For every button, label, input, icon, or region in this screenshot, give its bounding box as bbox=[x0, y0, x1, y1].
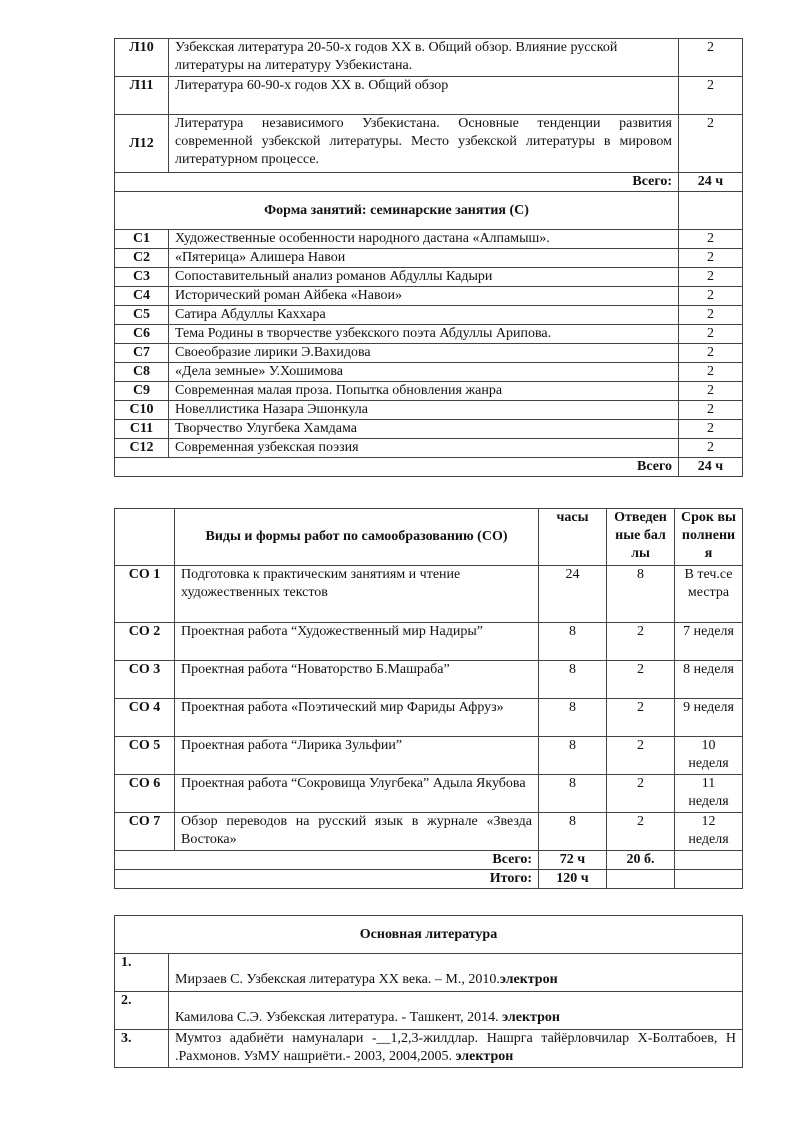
self-study-title: Проектная работа «Поэтический мир Фариды Афруз» bbox=[175, 699, 539, 737]
self-study-deadline: 12 неделя bbox=[675, 813, 743, 851]
self-study-header-points: Отведенные баллы bbox=[607, 509, 675, 566]
table-row bbox=[115, 1030, 743, 1068]
table-row bbox=[115, 363, 743, 382]
literature-number: 3. bbox=[115, 1030, 169, 1068]
self-study-code: СО 5 bbox=[115, 737, 175, 775]
lecture-seminar-table bbox=[114, 38, 743, 477]
lecture-code: Л11 bbox=[115, 77, 169, 115]
self-study-points: 2 bbox=[607, 623, 675, 661]
self-study-code: СО 4 bbox=[115, 699, 175, 737]
table-header-row bbox=[115, 916, 743, 954]
literature-text: Мумтоз адабиёти намуналари -__1,2,3-жилдлар. Нашрга тайёрловчилар Х-Болтабоев, Н .Рахмонов. УзМУ нашриёти.- 2003, 2004,2005. bbox=[175, 1031, 736, 1064]
table-row bbox=[115, 992, 743, 1030]
self-study-deadline: 9 неделя bbox=[675, 699, 743, 737]
table-row bbox=[115, 344, 743, 363]
self-study-title: Подготовка к практическим занятиям и чтение художественных текстов bbox=[175, 566, 539, 623]
seminar-title: Сатира Абдуллы Каххара bbox=[169, 306, 679, 325]
seminar-heading: Форма занятий: семинарские занятия (С) bbox=[115, 192, 679, 230]
lecture-title: Узбекская литература 20-50-х годов XX в. Общий обзор. Влияние русской литературы на литературу Узбекистана. bbox=[169, 39, 679, 77]
self-study-hours: 24 bbox=[539, 566, 607, 623]
table-row bbox=[115, 851, 743, 870]
table-row bbox=[115, 325, 743, 344]
table-row bbox=[115, 623, 743, 661]
seminar-code: С5 bbox=[115, 306, 169, 325]
table-row bbox=[115, 566, 743, 623]
grand-total-label: Итого: bbox=[115, 870, 539, 889]
self-study-header-deadline: Срок выполнения bbox=[675, 509, 743, 566]
seminar-code: С2 bbox=[115, 249, 169, 268]
self-study-hours: 8 bbox=[539, 775, 607, 813]
self-study-total-label: Всего: bbox=[115, 851, 539, 870]
self-study-hours: 8 bbox=[539, 699, 607, 737]
seminar-code: С11 bbox=[115, 420, 169, 439]
table-row bbox=[115, 775, 743, 813]
self-study-hours: 8 bbox=[539, 737, 607, 775]
seminar-code: С12 bbox=[115, 439, 169, 458]
self-study-hours: 8 bbox=[539, 813, 607, 851]
empty-cell bbox=[675, 870, 743, 889]
seminar-code: С9 bbox=[115, 382, 169, 401]
seminar-code: С7 bbox=[115, 344, 169, 363]
seminar-hours: 2 bbox=[679, 306, 743, 325]
seminar-code: С10 bbox=[115, 401, 169, 420]
self-study-deadline: 8 неделя bbox=[675, 661, 743, 699]
literature-text: Камилова С.Э. Узбекская литература. - Ташкент, 2014. bbox=[175, 1010, 503, 1025]
lectures-total-label: Всего: bbox=[115, 173, 679, 192]
seminar-title: Своеобразие лирики Э.Вахидова bbox=[169, 344, 679, 363]
self-study-hours: 8 bbox=[539, 623, 607, 661]
table-row bbox=[115, 813, 743, 851]
seminar-hours: 2 bbox=[679, 420, 743, 439]
table-row bbox=[115, 287, 743, 306]
table-row bbox=[115, 230, 743, 249]
table-row bbox=[115, 954, 743, 992]
seminar-code: С4 bbox=[115, 287, 169, 306]
literature-entry bbox=[169, 954, 743, 992]
self-study-points: 2 bbox=[607, 813, 675, 851]
table-row bbox=[115, 870, 743, 889]
seminar-hours: 2 bbox=[679, 344, 743, 363]
literature-entry bbox=[169, 1030, 743, 1068]
seminar-title: «Дела земные» У.Хошимова bbox=[169, 363, 679, 382]
self-study-header-title: Виды и формы работ по самообразованию (СО) bbox=[175, 509, 539, 566]
seminar-hours: 2 bbox=[679, 268, 743, 287]
seminar-title: Художественные особенности народного дастана «Алпамыш». bbox=[169, 230, 679, 249]
table-row bbox=[115, 737, 743, 775]
self-study-points: 2 bbox=[607, 661, 675, 699]
self-study-code: СО 3 bbox=[115, 661, 175, 699]
seminar-hours: 2 bbox=[679, 439, 743, 458]
table-row bbox=[115, 173, 743, 192]
self-study-header-hours: часы bbox=[539, 509, 607, 566]
table-row bbox=[115, 382, 743, 401]
table-row bbox=[115, 268, 743, 287]
self-study-title: Проектная работа “Сокровища Улугбека” Адыла Якубова bbox=[175, 775, 539, 813]
lecture-hours: 2 bbox=[679, 39, 743, 77]
table-row bbox=[115, 661, 743, 699]
table-row bbox=[115, 192, 743, 230]
self-study-hours: 8 bbox=[539, 661, 607, 699]
literature-tag: электрон bbox=[455, 1049, 514, 1064]
empty-cell bbox=[115, 509, 175, 566]
empty-cell bbox=[679, 192, 743, 230]
self-study-code: СО 7 bbox=[115, 813, 175, 851]
self-study-table bbox=[114, 508, 743, 889]
seminar-hours: 2 bbox=[679, 325, 743, 344]
self-study-points: 8 bbox=[607, 566, 675, 623]
seminar-title: «Пятерица» Алишера Навои bbox=[169, 249, 679, 268]
seminar-title: Новеллистика Назара Эшонкула bbox=[169, 401, 679, 420]
self-study-code: СО 1 bbox=[115, 566, 175, 623]
table-row bbox=[115, 77, 743, 115]
table-row bbox=[115, 401, 743, 420]
empty-cell bbox=[607, 870, 675, 889]
lecture-title: Литература независимого Узбекистана. Основные тенденции развития современной узбекской литературы. Место узбекской литературы в мировом литературном процессе. bbox=[169, 115, 679, 173]
lecture-hours: 2 bbox=[679, 115, 743, 173]
seminars-total-label: Всего bbox=[115, 458, 679, 477]
self-study-points: 2 bbox=[607, 775, 675, 813]
seminar-hours: 2 bbox=[679, 230, 743, 249]
self-study-points: 2 bbox=[607, 699, 675, 737]
seminar-code: С3 bbox=[115, 268, 169, 287]
seminar-code: С1 bbox=[115, 230, 169, 249]
literature-tag: электрон bbox=[502, 1010, 560, 1025]
self-study-deadline: 7 неделя bbox=[675, 623, 743, 661]
table-row bbox=[115, 439, 743, 458]
seminar-title: Современная узбекская поэзия bbox=[169, 439, 679, 458]
self-study-code: СО 2 bbox=[115, 623, 175, 661]
table-row bbox=[115, 249, 743, 268]
table-row bbox=[115, 115, 743, 173]
seminar-hours: 2 bbox=[679, 249, 743, 268]
seminar-title: Современная малая проза. Попытка обновления жанра bbox=[169, 382, 679, 401]
self-study-title: Обзор переводов на русский язык в журнале «Звезда Востока» bbox=[175, 813, 539, 851]
seminars-total-value: 24 ч bbox=[679, 458, 743, 477]
self-study-deadline: 10 неделя bbox=[675, 737, 743, 775]
seminar-title: Сопоставительный анализ романов Абдуллы Кадыри bbox=[169, 268, 679, 287]
lecture-title: Литература 60-90-х годов XX в. Общий обзор bbox=[169, 77, 679, 115]
self-study-code: СО 6 bbox=[115, 775, 175, 813]
grand-total-hours: 120 ч bbox=[539, 870, 607, 889]
lectures-total-value: 24 ч bbox=[679, 173, 743, 192]
literature-tag: электрон bbox=[499, 972, 558, 987]
self-study-total-points: 20 б. bbox=[607, 851, 675, 870]
self-study-deadline: 11 неделя bbox=[675, 775, 743, 813]
lecture-code: Л12 bbox=[115, 115, 169, 173]
seminar-code: С8 bbox=[115, 363, 169, 382]
table-row bbox=[115, 39, 743, 77]
self-study-title: Проектная работа “Новаторство Б.Машраба” bbox=[175, 661, 539, 699]
empty-cell bbox=[675, 851, 743, 870]
seminar-hours: 2 bbox=[679, 401, 743, 420]
self-study-title: Проектная работа “Художественный мир Надиры” bbox=[175, 623, 539, 661]
seminar-title: Исторический роман Айбека «Навои» bbox=[169, 287, 679, 306]
literature-entry bbox=[169, 992, 743, 1030]
self-study-points: 2 bbox=[607, 737, 675, 775]
self-study-title: Проектная работа “Лирика Зульфии” bbox=[175, 737, 539, 775]
seminar-title: Творчество Улугбека Хамдама bbox=[169, 420, 679, 439]
seminar-hours: 2 bbox=[679, 382, 743, 401]
literature-heading: Основная литература bbox=[115, 916, 743, 954]
lecture-code: Л10 bbox=[115, 39, 169, 77]
literature-text: Мирзаев С. Узбекская литература XX века. – М., 2010. bbox=[175, 972, 500, 987]
table-row bbox=[115, 306, 743, 325]
literature-number: 2. bbox=[115, 992, 169, 1030]
table-row bbox=[115, 420, 743, 439]
seminar-hours: 2 bbox=[679, 363, 743, 382]
table-row bbox=[115, 699, 743, 737]
seminar-code: С6 bbox=[115, 325, 169, 344]
seminar-title: Тема Родины в творчестве узбекского поэта Абдуллы Арипова. bbox=[169, 325, 679, 344]
literature-number: 1. bbox=[115, 954, 169, 992]
literature-table bbox=[114, 915, 743, 1068]
table-header-row bbox=[115, 509, 743, 566]
self-study-total-hours: 72 ч bbox=[539, 851, 607, 870]
seminar-hours: 2 bbox=[679, 287, 743, 306]
table-row bbox=[115, 458, 743, 477]
self-study-deadline: В теч.семестра bbox=[675, 566, 743, 623]
lecture-hours: 2 bbox=[679, 77, 743, 115]
